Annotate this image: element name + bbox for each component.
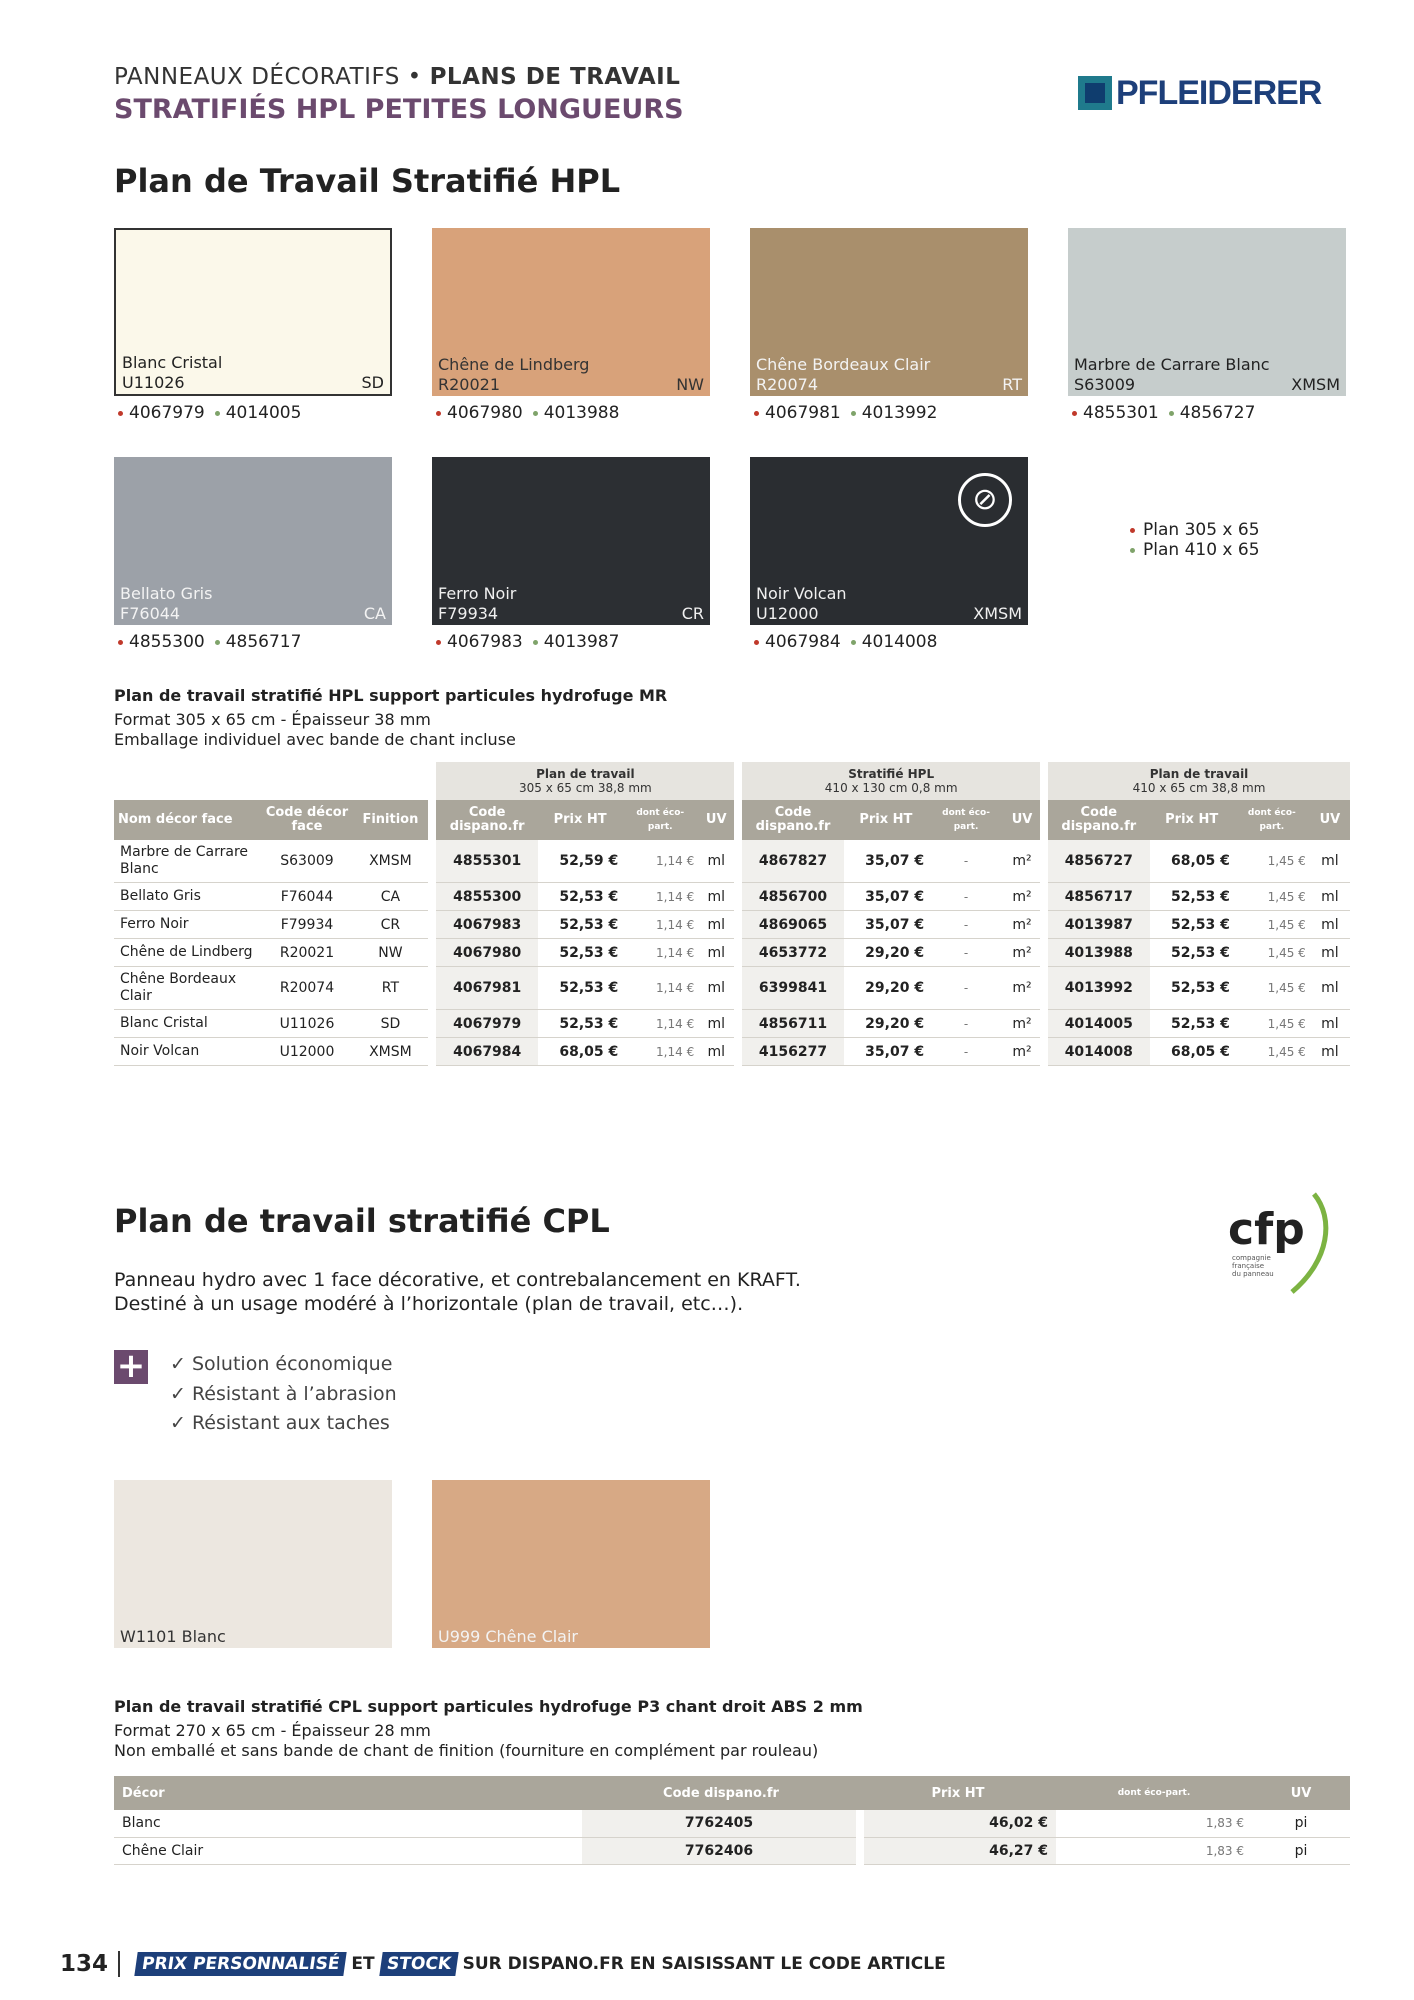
cell-dispano-code: 4869065 [738,911,843,939]
col-header: Code dispano.fr [432,800,537,840]
cell-price: 52,53 € [1170,944,1230,961]
cell-price: 35,07 € [865,853,925,869]
cell-unit: m² [1012,1043,1032,1060]
hpl-table-title: Plan de travail stratifié HPL support particules hydrofuge MR [114,686,668,705]
cell-eco-part: 1,14 € [656,981,695,995]
article-code-410: 4856727 [1179,403,1256,423]
cell-eco-part: - [963,981,969,995]
col-header: Finition [352,800,432,840]
cell-finish: SD [380,1015,401,1032]
cell-price: 52,53 € [1170,916,1230,933]
cell-decor-code: U12000 [279,1043,335,1060]
col-header: UV [1004,800,1044,840]
cell-dispano-code: 4067984 [432,1038,537,1066]
article-codes [750,403,937,423]
decor-swatch [114,457,392,625]
table-header-row [114,800,1350,840]
red-dot-icon [436,411,441,416]
cell-eco-part: 1,45 € [1267,981,1306,995]
cell-price: 35,07 € [865,888,925,905]
group-title: Plan de travail [536,767,635,781]
red-dot-icon [118,640,123,645]
cpl-packaging: Non emballé et sans bande de chant de finition (fourniture en complément par rouleau) [114,1741,819,1760]
cell-unit: m² [1012,916,1032,933]
group-title: Plan de travail [1149,767,1249,781]
col-header: Prix HT [1150,800,1234,840]
cell-unit: ml [1321,1043,1339,1060]
article-code-410: 4014008 [861,632,938,652]
cell-decor-code: S63009 [280,853,334,869]
article-code-410: 4856717 [225,632,302,652]
table-group-header [738,762,1044,800]
cell-unit: ml [1321,980,1339,996]
cell-dispano-code: 6399841 [738,967,843,1010]
page-number: 134 [60,1951,109,1977]
decor-swatch [750,457,1028,625]
article-code-305: 4067980 [447,403,523,423]
cell-price: 52,53 € [559,1015,619,1032]
cell-eco-part: 1,45 € [1267,917,1306,932]
cell-price: 52,53 € [1170,1015,1230,1032]
green-dot-icon [1130,548,1135,553]
cell-eco-part: 1,45 € [1267,1044,1306,1059]
cpl-desc-line: Destiné à un usage modéré à l’horizontale (plan de travail, etc…). [114,1293,744,1315]
cell-finish: XMSM [369,853,412,869]
cell-decor: Chêne Clair [114,1837,582,1864]
cell-price: 52,53 € [559,888,619,905]
cell-eco-part: 1,83 € [1056,1810,1252,1837]
red-dot-icon [118,411,123,416]
legend-item [1130,540,1260,560]
col-header: UV [698,800,738,840]
cell-dispano-code: 4013992 [1044,967,1149,1010]
cfp-mark: cfp [1228,1204,1305,1255]
cell-decor-name: Noir Volcan [120,1043,200,1059]
cell-dispano-code: 4867827 [738,840,843,883]
cpl-format: Format 270 x 65 cm - Épaisseur 28 mm [114,1721,431,1740]
cell-price: 52,53 € [1170,888,1230,905]
decor-finish: CA [363,604,386,623]
cell-price: 29,20 € [865,980,925,996]
cell-eco-part: 1,45 € [1267,1016,1306,1031]
cell-eco-part: - [963,945,969,960]
cpl-description [114,1268,801,1316]
decor-swatch [432,1480,710,1648]
article-code-305: 4067981 [765,403,841,423]
cell-unit: pi [1252,1837,1350,1864]
article-codes [1068,403,1255,423]
col-header: dont éco-part. [1234,800,1310,840]
group-title: Stratifié HPL [848,767,935,781]
cell-decor-name: Chêne Bordeaux Clair [120,971,237,1004]
cell-finish: XMSM [369,1043,412,1060]
cell-unit: ml [1321,1015,1339,1032]
cell-price: 68,05 € [559,1043,619,1060]
red-dot-icon [754,411,759,416]
decor-name: Noir Volcan [756,584,847,603]
green-dot-icon [215,411,220,416]
decor-code: F79934 [438,604,499,623]
footer-tag: PRIX PERSONNALISÉ [134,1952,347,1976]
table-row [114,1038,1350,1066]
cell-eco-part: 1,14 € [656,889,695,904]
article-code-410: 4014005 [225,403,302,423]
cell-dispano-code: 4856711 [738,1010,843,1038]
col-header: Prix HT [538,800,622,840]
col-header: UV [1310,800,1350,840]
cell-eco-part: - [963,917,969,932]
hpl-format: Format 305 x 65 cm - Épaisseur 38 mm [114,710,431,729]
col-header: Décor [114,1776,582,1810]
cell-dispano-code: 4856717 [1044,883,1149,911]
cell-eco-part: 1,14 € [656,945,695,960]
green-dot-icon [215,640,220,645]
green-dot-icon [851,411,856,416]
cell-unit: pi [1252,1810,1350,1837]
cpl-table-title: Plan de travail stratifié CPL support particules hydrofuge P3 chant droit ABS 2 mm [114,1697,863,1716]
cell-unit: ml [1321,853,1339,869]
green-dot-icon [851,640,856,645]
footer [60,1951,946,1977]
header-category [114,64,680,90]
plan-legend [1130,520,1260,560]
decor-name: Blanc Cristal [122,353,223,372]
footer-text: SUR DISPANO.FR EN SAISISSANT LE CODE ARTICLE [462,1954,946,1974]
decor-finish: NW [676,375,704,394]
cell-unit: ml [1321,944,1339,961]
cell-decor-code: R20021 [279,944,335,961]
decor-name: Bellato Gris [120,584,213,603]
cell-eco-part: - [963,1016,969,1031]
hpl-table-subtitle [114,710,516,750]
cell-price: 52,53 € [559,916,619,933]
col-header: dont éco-part. [622,800,698,840]
hpl-packaging: Emballage individuel avec bande de chant incluse [114,730,516,749]
cell-dispano-code: 4067981 [432,967,537,1010]
cell-price: 68,05 € [1170,1043,1230,1060]
cell-unit: m² [1012,1015,1032,1032]
cell-unit: m² [1012,944,1032,961]
footer-tag: STOCK [379,1952,458,1976]
table-row [114,840,1350,883]
decor-name: Chêne de Lindberg [438,355,590,374]
cell-eco-part: 1,14 € [656,854,695,868]
decor-finish: XMSM [1291,375,1340,394]
cell-dispano-code: 4067980 [432,939,537,967]
decor-swatch [1068,228,1346,396]
group-spec: 410 x 130 cm 0,8 mm [824,781,958,795]
table-row [114,1837,1350,1864]
cell-price: 52,53 € [559,944,619,961]
red-dot-icon [1072,411,1077,416]
cell-eco-part: 1,45 € [1267,854,1306,868]
cfp-text: du panneau [1232,1270,1274,1278]
table-header-row [114,1776,1350,1810]
col-header: dont éco-part. [1056,1776,1252,1810]
anti-fingerprint-icon: ⊘ [958,473,1012,527]
legend-item [1130,520,1260,540]
article-codes [114,632,301,652]
cpl-price-table [114,1776,1350,1865]
header-category-light: PANNEAUX DÉCORATIFS • [114,64,422,90]
cpl-table-subtitle [114,1721,818,1761]
cell-unit: ml [707,888,725,905]
plus-icon: + [114,1350,148,1384]
cell-unit: ml [1321,888,1339,905]
cell-price: 52,53 € [559,980,619,996]
col-header: Code dispano.fr [582,1776,860,1810]
cell-price: 29,20 € [865,1015,925,1032]
cell-unit: ml [707,1015,725,1032]
cell-price: 46,02 € [860,1810,1056,1837]
article-codes [750,632,937,652]
decor-code: U11026 [122,373,185,392]
article-code-305: 4067979 [129,403,205,423]
cfp-text: française [1232,1262,1265,1270]
table-row [114,939,1350,967]
cell-dispano-code: 7762406 [582,1837,860,1864]
green-dot-icon [1169,411,1174,416]
decor-code: F76044 [120,604,181,623]
decor-code: S63009 [1074,375,1136,394]
decor-code: R20021 [438,375,501,394]
decor-name: U999 Chêne Clair [438,1627,579,1646]
col-header: Code décor face [262,800,353,840]
hpl-table-body [114,840,1350,1066]
table-row [114,911,1350,939]
cell-decor-code: U11026 [279,1015,335,1032]
cell-decor-code: F76044 [280,888,334,905]
cell-dispano-code: 4067983 [432,911,537,939]
cell-finish: CR [380,916,401,933]
decor-swatch [432,457,710,625]
cell-finish: NW [378,944,403,961]
cell-dispano-code: 4013987 [1044,911,1149,939]
decor-name: Chêne Bordeaux Clair [756,355,931,374]
col-header: Code dispano.fr [1044,800,1149,840]
table-row [114,1810,1350,1837]
green-dot-icon [533,411,538,416]
footer-text: ET [351,1954,375,1974]
cfp-text: compagnie [1232,1254,1271,1262]
decor-swatch [114,228,392,396]
red-dot-icon [1130,528,1135,533]
cell-dispano-code: 4013988 [1044,939,1149,967]
decor-swatch [750,228,1028,396]
cell-finish: RT [381,980,400,996]
decor-swatch [114,1480,392,1648]
article-code-410: 4013987 [543,632,620,652]
cell-price: 52,59 € [559,853,619,869]
group-spec: 305 x 65 cm 38,8 mm [519,781,652,795]
red-dot-icon [436,640,441,645]
decor-name: Marbre de Carrare Blanc [1074,355,1270,374]
cell-dispano-code: 4156277 [738,1038,843,1066]
cell-unit: m² [1012,888,1032,905]
hpl-price-table [114,762,1350,1066]
cpl-table-body [114,1810,1350,1864]
cell-eco-part: 1,14 € [656,917,695,932]
cell-dispano-code: 4855301 [432,840,537,883]
cell-decor-name: Bellato Gris [120,888,201,904]
table-row [114,883,1350,911]
cell-decor-code: F79934 [280,916,334,933]
cell-eco-part: - [963,889,969,904]
cell-unit: m² [1012,853,1032,869]
cell-price: 68,05 € [1170,853,1230,869]
cell-price: 46,27 € [860,1837,1056,1864]
cell-decor-name: Ferro Noir [120,916,189,932]
cell-eco-part: 1,45 € [1267,889,1306,904]
cell-unit: ml [707,853,725,869]
cell-dispano-code: 4067979 [432,1010,537,1038]
cell-eco-part: 1,14 € [656,1044,695,1059]
article-codes [432,403,619,423]
article-code-305: 4067984 [765,632,841,652]
decor-finish: XMSM [973,604,1022,623]
cell-unit: ml [1321,916,1339,933]
cell-decor-code: R20074 [279,980,335,996]
cell-dispano-code: 4014008 [1044,1038,1149,1066]
red-dot-icon [754,640,759,645]
article-codes [114,403,301,423]
cell-eco-part: 1,14 € [656,1016,695,1031]
cell-price: 29,20 € [865,944,925,961]
cell-eco-part: - [963,854,969,868]
cpl-section-title: Plan de travail stratifié CPL [114,1202,610,1240]
article-codes [432,632,619,652]
decor-swatch [432,228,710,396]
cell-dispano-code: 4653772 [738,939,843,967]
decor-name: W1101 Blanc [120,1627,226,1646]
decor-code: U12000 [756,604,819,623]
article-code-410: 4013992 [861,403,938,423]
cell-eco-part: - [963,1044,969,1059]
cell-price: 52,53 € [1170,980,1230,996]
header-subcategory: STRATIFIÉS HPL PETITES LONGUEURS [114,94,684,125]
col-header: UV [1252,1776,1350,1810]
col-header: dont éco-part. [928,800,1004,840]
col-header: Code dispano.fr [738,800,843,840]
legend-label: Plan 410 x 65 [1143,540,1260,560]
cell-dispano-code: 4856700 [738,883,843,911]
cell-finish: CA [380,888,401,905]
benefit-item: ✓ Solution économique [170,1353,393,1375]
cell-dispano-code: 7762405 [582,1810,860,1837]
table-row [114,1010,1350,1038]
decor-code: R20074 [756,375,819,394]
cell-unit: ml [707,916,725,933]
brand-logo-mark [1078,76,1112,110]
hpl-section-title: Plan de Travail Stratifié HPL [114,162,621,200]
table-row [114,967,1350,1010]
cell-unit: ml [707,944,725,961]
table-group-header [1044,762,1350,800]
cell-decor-name: Marbre de Carrare Blanc [120,844,249,877]
header-category-bold: PLANS DE TRAVAIL [429,64,681,90]
cpl-desc-line: Panneau hydro avec 1 face décorative, et contrebalancement en KRAFT. [114,1269,801,1291]
col-header: Prix HT [844,800,928,840]
cell-decor-name: Blanc Cristal [120,1015,208,1031]
col-header: Prix HT [860,1776,1056,1810]
green-dot-icon [533,640,538,645]
cell-unit: m² [1012,980,1032,996]
benefit-item: ✓ Résistant à l’abrasion [170,1383,397,1405]
cell-dispano-code: 4856727 [1044,840,1149,883]
decor-name: Ferro Noir [438,584,517,603]
group-spec: 410 x 65 cm 38,8 mm [1132,781,1266,795]
cell-dispano-code: 4855300 [432,883,537,911]
decor-finish: RT [1002,375,1022,394]
cell-eco-part: 1,83 € [1056,1837,1252,1864]
article-code-305: 4067983 [447,632,523,652]
table-group-header [432,762,738,800]
brand-logo [1078,74,1321,112]
decor-finish: SD [361,373,384,392]
col-header: Nom décor face [114,800,262,840]
cfp-logo [1226,1188,1336,1300]
cell-price: 35,07 € [865,1043,925,1060]
cell-eco-part: 1,45 € [1267,945,1306,960]
decor-finish: CR [681,604,704,623]
cell-price: 35,07 € [865,916,925,933]
brand-logo-text: PFLEIDERER [1116,73,1322,112]
cell-unit: ml [707,980,725,996]
cell-unit: ml [707,1043,725,1060]
article-code-305: 4855300 [129,632,205,652]
cell-decor: Blanc [114,1810,582,1837]
benefit-item: ✓ Résistant aux taches [170,1412,390,1434]
legend-label: Plan 305 x 65 [1143,520,1260,540]
article-code-410: 4013988 [543,403,620,423]
footer-divider [118,1951,120,1977]
cell-dispano-code: 4014005 [1044,1010,1149,1038]
cell-decor-name: Chêne de Lindberg [120,944,253,960]
article-code-305: 4855301 [1083,403,1159,423]
